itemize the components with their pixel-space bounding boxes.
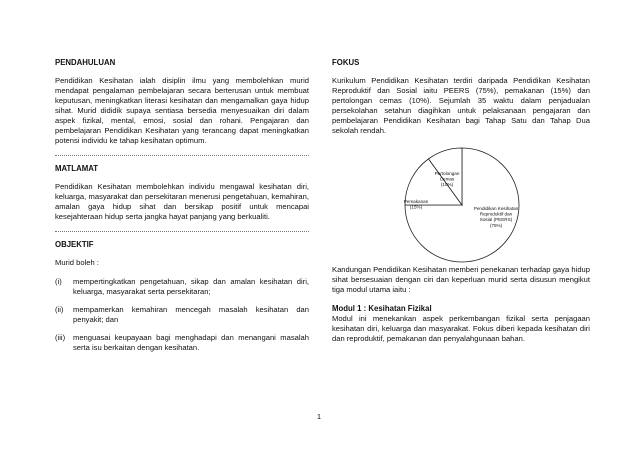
list-item	[55, 277, 309, 297]
pie-chart	[332, 145, 590, 263]
aim-paragraph: Pendidikan Kesihatan membolehkan individu mengawal kesihatan diri, keluarga, masyarakat dan persekitaran menerusi pengetahuan, kemahiran, amalan gaya hidup sihat dan bersikap positif untuk mencapai kesejahteraan hidup serta jangka hayat panjang yang berkualiti.	[55, 182, 309, 221]
objectives-lead: Murid boleh :	[55, 258, 99, 267]
section-heading-objectives: OBJEKTIF	[55, 240, 94, 249]
right-column	[332, 58, 590, 353]
list-item	[55, 305, 309, 325]
intro-paragraph: Pendidikan Kesihatan ialah disiplin ilmu yang membolehkan murid mendapat pengalaman pembelajaran secara berterusan untuk membuat keputusan, meningkatkan literasi kesihatan dan mengamalkan gaya hidup sihat. Murid dididik supaya sentiasa bersedia menyesuaikan diri dalam aspek fizikal, mental, emosi, sosial dan rohani. Pengajaran dan pembelajaran Pendidikan Kesihatan yang terancang dapat meningkatkan potensi individu ke tahap kesihatan optimum.	[55, 76, 309, 145]
section-divider	[55, 155, 309, 156]
pie-slice-label: Pendidikan Kesihatan Reproduktif dan Sosial (PEERS) (75%)	[473, 206, 519, 228]
section-heading-focus: FOKUS	[332, 58, 360, 67]
focus-paragraph: Kurikulum Pendidikan Kesihatan terdiri daripada Pendidikan Kesihatan Reproduktif dan Sosial iaitu PEERS (75%), pemakanan (15%) dan pertolongan cemas (10%). Sejumlah 35 waktu dalam penjadualan persekolahan setahun diagihkan untuk pelaksanaan pengajaran dan pembelajaran Pendidikan Kesihatan bagi Tahap Satu dan Tahap Dua sekolah rendah.	[332, 76, 590, 135]
list-marker: (iii)	[55, 333, 66, 342]
list-item-text: mempertingkatkan pengetahuan, sikap dan amalan kesihatan diri, keluarga, masyarakat serta persekitaran;	[73, 277, 309, 296]
pie-slice-label: Pertolongan Cemas (10%)	[434, 171, 460, 188]
pie-slice-label: Pemakanan (15%)	[403, 199, 429, 210]
left-column	[55, 58, 309, 361]
pie-chart-svg	[332, 145, 590, 263]
section-heading-aim: MATLAMAT	[55, 164, 99, 173]
list-item-text: mempamerkan kemahiran mencegah masalah kesihatan dan penyakit; dan	[73, 305, 309, 324]
list-marker: (i)	[55, 277, 62, 286]
module-1-title: Modul 1 : Kesihatan Fizikal	[332, 304, 432, 313]
list-marker: (ii)	[55, 305, 64, 314]
section-divider	[55, 231, 309, 232]
module-1-paragraph: Modul ini menekankan aspek perkembangan fizikal serta penjagaan kesihatan diri, keluarga dan masyarakat. Fokus diberi kepada kesihatan diri dan reproduktif, pemakanan dan penyalahgunaan bahan.	[332, 314, 590, 343]
objectives-list	[55, 277, 309, 353]
page-number: 1	[316, 412, 322, 421]
list-item	[55, 333, 309, 353]
list-item-text: menguasai keupayaan bagi menghadapi dan menangani masalah serta isu berkaitan dengan kesihatan.	[73, 333, 309, 352]
section-heading-intro: PENDAHULUAN	[55, 58, 116, 67]
content-paragraph: Kandungan Pendidikan Kesihatan memberi penekanan terhadap gaya hidup sihat bersesuaian dengan ciri dan keperluan murid serta disusun mengikut tiga modul utama iaitu :	[332, 265, 590, 294]
